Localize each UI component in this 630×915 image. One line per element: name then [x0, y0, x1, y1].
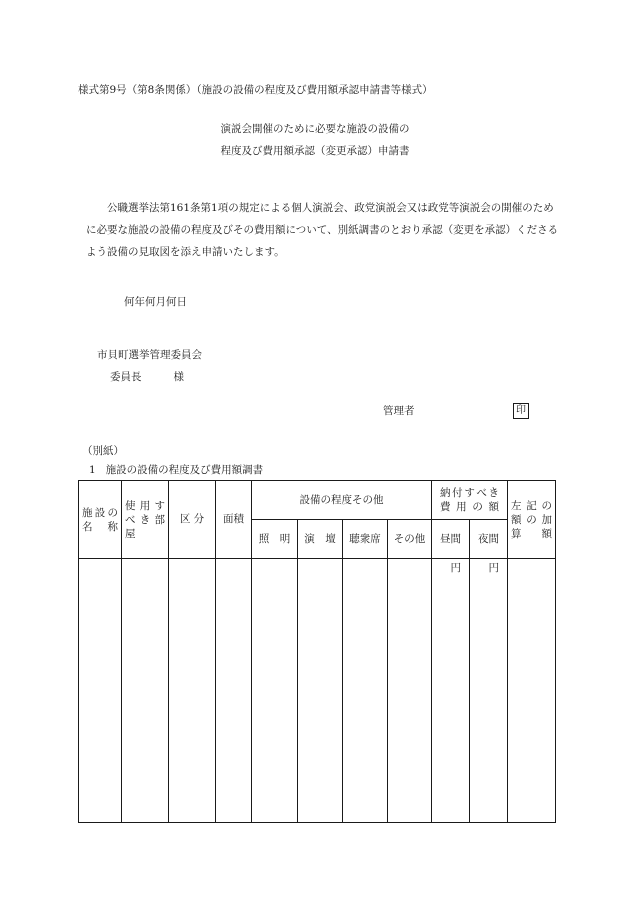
survey-table — [78, 480, 556, 823]
header-fee-group: 納付すべき費用の額 — [432, 481, 508, 520]
subheader-day: 昼間 — [432, 520, 470, 559]
form-number: 様式第9号（第8条関係）（施設の設備の程度及び費用額承認申請書等様式） — [78, 84, 433, 96]
header-facility-name: 施設の名 称 — [79, 481, 122, 559]
header-category: 区 分 — [169, 481, 216, 559]
document-title-line2: 程度及び費用額承認（変更承認）申請書 — [220, 145, 410, 157]
cell-audience[interactable] — [343, 559, 388, 823]
cell-other[interactable] — [388, 559, 432, 823]
yen-unit-night: 円 — [488, 562, 500, 574]
subheader-stage: 演 壇 — [298, 520, 343, 559]
cell-category[interactable] — [169, 559, 216, 823]
header-equipment-group: 設備の程度その他 — [252, 481, 432, 520]
subheader-lighting: 照 明 — [252, 520, 298, 559]
subheader-night: 夜間 — [470, 520, 508, 559]
cell-lighting[interactable] — [252, 559, 298, 823]
cell-facility-name[interactable] — [79, 559, 122, 823]
addressee-chair — [110, 371, 184, 384]
chair-title: 委員長 — [110, 371, 142, 383]
annex-label: （別紙） — [82, 445, 124, 457]
addressee-committee: 市貝町選挙管理委員会 — [97, 349, 202, 361]
honorific: 様 — [173, 371, 184, 383]
body-text: 公職選挙法第161条第1項の規定による個人演説会、政党演説会又は政党等演説会の開催のために必要な施設の設備の程度及びその費用額について、別紙調書のとおり承認（変更を承認）くださるよう設備の見取図を添え申請いたします。 — [86, 202, 559, 258]
applicant-label: 管理者 — [383, 405, 415, 417]
header-room: 使用すべき部屋 — [122, 481, 169, 559]
cell-night-fee[interactable] — [470, 559, 508, 823]
header-area: 面積 — [216, 481, 252, 559]
subheader-audience: 聴衆席 — [343, 520, 388, 559]
section-number: 1 — [89, 464, 96, 476]
cell-area[interactable] — [216, 559, 252, 823]
cell-stage[interactable] — [298, 559, 343, 823]
body-paragraph — [86, 197, 564, 263]
section-title: 施設の設備の程度及び費用額調書 — [105, 464, 264, 476]
yen-unit-day: 円 — [450, 562, 461, 574]
seal-mark: 印 — [513, 403, 529, 419]
cell-total[interactable] — [508, 559, 556, 823]
section-heading — [89, 464, 263, 477]
subheader-other: その他 — [388, 520, 432, 559]
cell-day-fee[interactable] — [432, 559, 470, 823]
header-total: 左記の額の加算 額 — [508, 481, 556, 559]
cell-room[interactable] — [122, 559, 169, 823]
application-date: 何年何月何日 — [124, 296, 187, 308]
document-title-line1: 演説会開催のために必要な施設の設備の — [220, 123, 410, 135]
